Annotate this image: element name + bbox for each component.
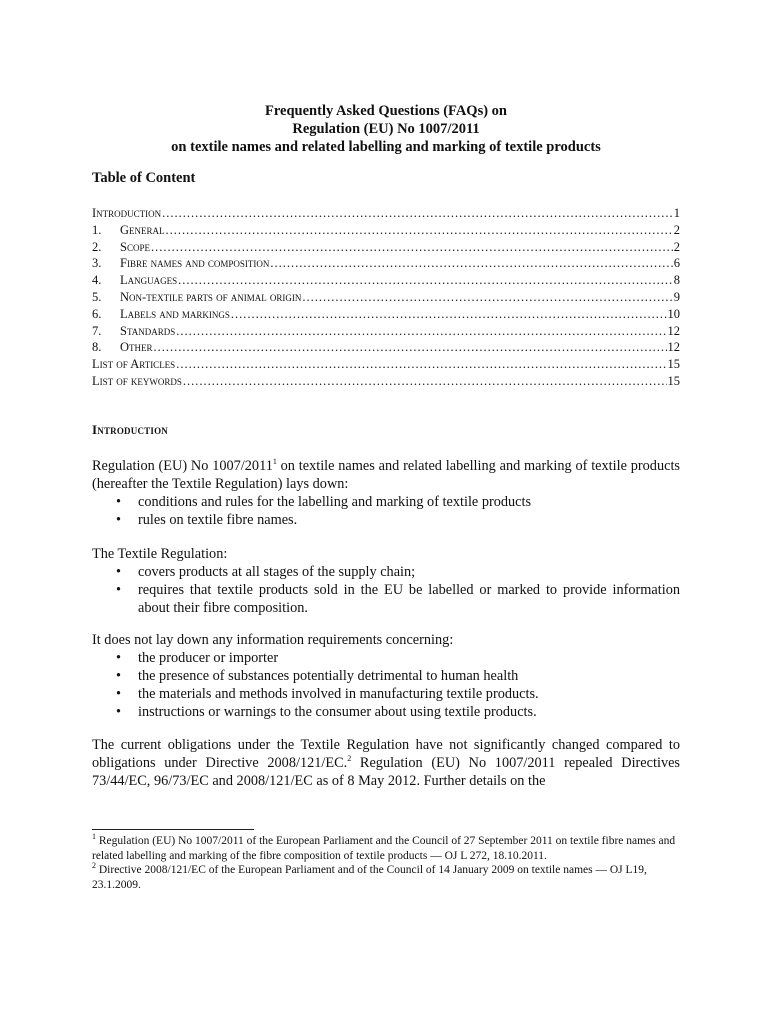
toc-entry-page: 15: [667, 357, 680, 372]
bullet-icon: •: [116, 564, 122, 580]
introduction-paragraph-2: [92, 545, 680, 617]
title-line-2: Regulation (EU) No 1007/2011: [292, 121, 480, 137]
toc-entry-number: 1.: [92, 222, 102, 237]
toc-leader-dots: [176, 323, 666, 340]
bullet-list: [92, 493, 680, 529]
toc-entry-fibre-names[interactable]: [92, 255, 680, 272]
toc-entry-scope[interactable]: [92, 239, 680, 256]
toc-leader-dots: [270, 255, 672, 272]
toc-entry-number: 8.: [92, 340, 102, 355]
toc-entry-non-textile-parts[interactable]: [92, 289, 680, 306]
list-item-text: the materials and methods involved in manufacturing textile products.: [138, 686, 539, 702]
toc-entry-label: Non-textile parts of animal origin: [120, 289, 302, 304]
toc-entry-page: 12: [667, 340, 680, 355]
footnote-1: [92, 834, 682, 863]
introduction-paragraph-3: [92, 631, 680, 721]
list-item-text: requires that textile products sold in the EU be labelled or marked to provide information about their fibre composition.: [138, 582, 680, 616]
footnote-2: [92, 863, 682, 892]
title-line-1: Frequently Asked Questions (FAQs) on: [265, 103, 507, 119]
list-item-text: covers products at all stages of the supply chain;: [138, 564, 416, 580]
text-run: Regulation (EU) No 1007/2011 repealed Directives 73/44/EC, 96/73/EC and 2008/121/EC as of 8 May 2012. Further details on the: [92, 755, 680, 789]
footnote-mark: 2: [92, 861, 96, 871]
bullet-icon: •: [116, 494, 122, 510]
footnote-mark: 1: [92, 832, 96, 842]
toc-entry-languages[interactable]: [92, 272, 680, 289]
list-item-text: instructions or warnings to the consumer about using textile products.: [138, 704, 537, 720]
toc-entry-other[interactable]: [92, 339, 680, 356]
toc-entry-label: Languages: [120, 273, 178, 288]
toc-entry-page: 2: [673, 239, 680, 254]
text-run: on textile names and related labelling and marking of textile products (hereafter the Textile Regulation) lays down:: [92, 458, 680, 492]
title-line-3: on textile names and related labelling and marking of textile products: [171, 139, 601, 155]
list-item-text: conditions and rules for the labelling and marking of textile products: [138, 494, 532, 510]
toc-entry-label: General: [120, 222, 165, 237]
table-of-contents: [92, 205, 680, 390]
list-item: [92, 563, 680, 581]
list-item: [92, 511, 680, 529]
paragraph-text: The Textile Regulation:: [92, 546, 228, 562]
toc-entry-label: Fibre names and composition: [120, 256, 270, 271]
bullet-icon: •: [116, 686, 122, 702]
toc-entry-number: 3.: [92, 256, 102, 271]
toc-leader-dots: [178, 272, 673, 289]
list-item: [92, 703, 680, 721]
list-item-text: rules on textile fibre names.: [138, 512, 298, 528]
toc-entry-page: 6: [673, 256, 680, 271]
introduction-heading: Introduction: [92, 422, 168, 437]
list-item-text: the presence of substances potentially detrimental to human health: [138, 668, 519, 684]
toc-leader-dots: [162, 205, 673, 222]
toc-entry-general[interactable]: [92, 222, 680, 239]
toc-entry-page: 1: [673, 206, 680, 220]
bullet-icon: •: [116, 704, 122, 720]
toc-leader-dots: [231, 306, 667, 323]
toc-entry-labels-markings[interactable]: [92, 306, 680, 323]
toc-entry-number: 5.: [92, 289, 102, 304]
bullet-icon: •: [116, 650, 122, 666]
footnote-text: Directive 2008/121/EC of the European Parliament and of the Council of 14 January 2009 on textile names — OJ L19, 23.1.2009.: [92, 864, 647, 891]
toc-entry-list-of-keywords[interactable]: [92, 373, 680, 390]
bullet-list: [92, 563, 680, 617]
list-item: [92, 667, 680, 685]
toc-entry-page: 2: [673, 222, 680, 237]
toc-entry-page: 12: [667, 323, 680, 338]
list-item: [92, 581, 680, 617]
footnote-ref-1[interactable]: 1: [272, 457, 277, 467]
text-run: The current obligations under the Textile Regulation have not significantly changed compared to obligations under Directive 2008/121/EC.: [92, 737, 680, 771]
footnote-text: Regulation (EU) No 1007/2011 of the European Parliament and the Council of 27 September 2011 on textile fibre names and related labelling and marking of the fibre composition of textile products — OJ L 272, 18.10.2011.: [92, 835, 676, 862]
toc-entry-page: 15: [667, 373, 680, 388]
document-title: [92, 102, 680, 156]
toc-entry-number: 2.: [92, 239, 102, 254]
toc-entry-list-of-articles[interactable]: [92, 356, 680, 373]
toc-entry-label: Other: [120, 340, 153, 355]
toc-entry-introduction[interactable]: [92, 205, 680, 222]
list-item: [92, 685, 680, 703]
list-item: [92, 649, 680, 667]
toc-leader-dots: [302, 289, 672, 306]
toc-entry-label: Standards: [120, 323, 176, 338]
bullet-icon: •: [116, 668, 122, 684]
introduction-paragraph-4: [92, 736, 680, 790]
footnote-divider: [92, 829, 254, 830]
toc-entry-standards[interactable]: [92, 323, 680, 340]
introduction-paragraph-1: [92, 457, 680, 529]
toc-leader-dots: [166, 222, 673, 239]
toc-leader-dots: [151, 239, 673, 256]
toc-entry-label: Introduction: [92, 206, 162, 220]
toc-entry-number: 6.: [92, 306, 102, 321]
toc-leader-dots: [176, 356, 666, 373]
text-run: Regulation (EU) No 1007/2011: [92, 458, 273, 474]
list-item: [92, 493, 680, 511]
toc-entry-page: 9: [673, 289, 680, 304]
toc-entry-label: List of Articles: [92, 357, 176, 372]
toc-leader-dots: [154, 339, 667, 356]
footnotes: [92, 834, 682, 892]
bullet-icon: •: [116, 582, 122, 598]
toc-entry-number: 7.: [92, 323, 102, 338]
toc-entry-number: 4.: [92, 273, 102, 288]
toc-leader-dots: [183, 373, 667, 390]
bullet-list: [92, 649, 680, 721]
paragraph-text: It does not lay down any information requirements concerning:: [92, 632, 454, 648]
toc-entry-page: 10: [667, 306, 680, 321]
toc-entry-label: Labels and markings: [120, 306, 230, 321]
toc-heading: Table of Content: [92, 170, 196, 186]
paragraph-text: [92, 736, 680, 790]
paragraph-text: [92, 457, 680, 493]
toc-entry-label: List of keywords: [92, 373, 182, 388]
bullet-icon: •: [116, 512, 122, 528]
toc-entry-page: 8: [673, 273, 680, 288]
toc-entry-label: Scope: [120, 239, 150, 254]
footnote-ref-2[interactable]: 2: [347, 754, 352, 764]
list-item-text: the producer or importer: [138, 650, 279, 666]
